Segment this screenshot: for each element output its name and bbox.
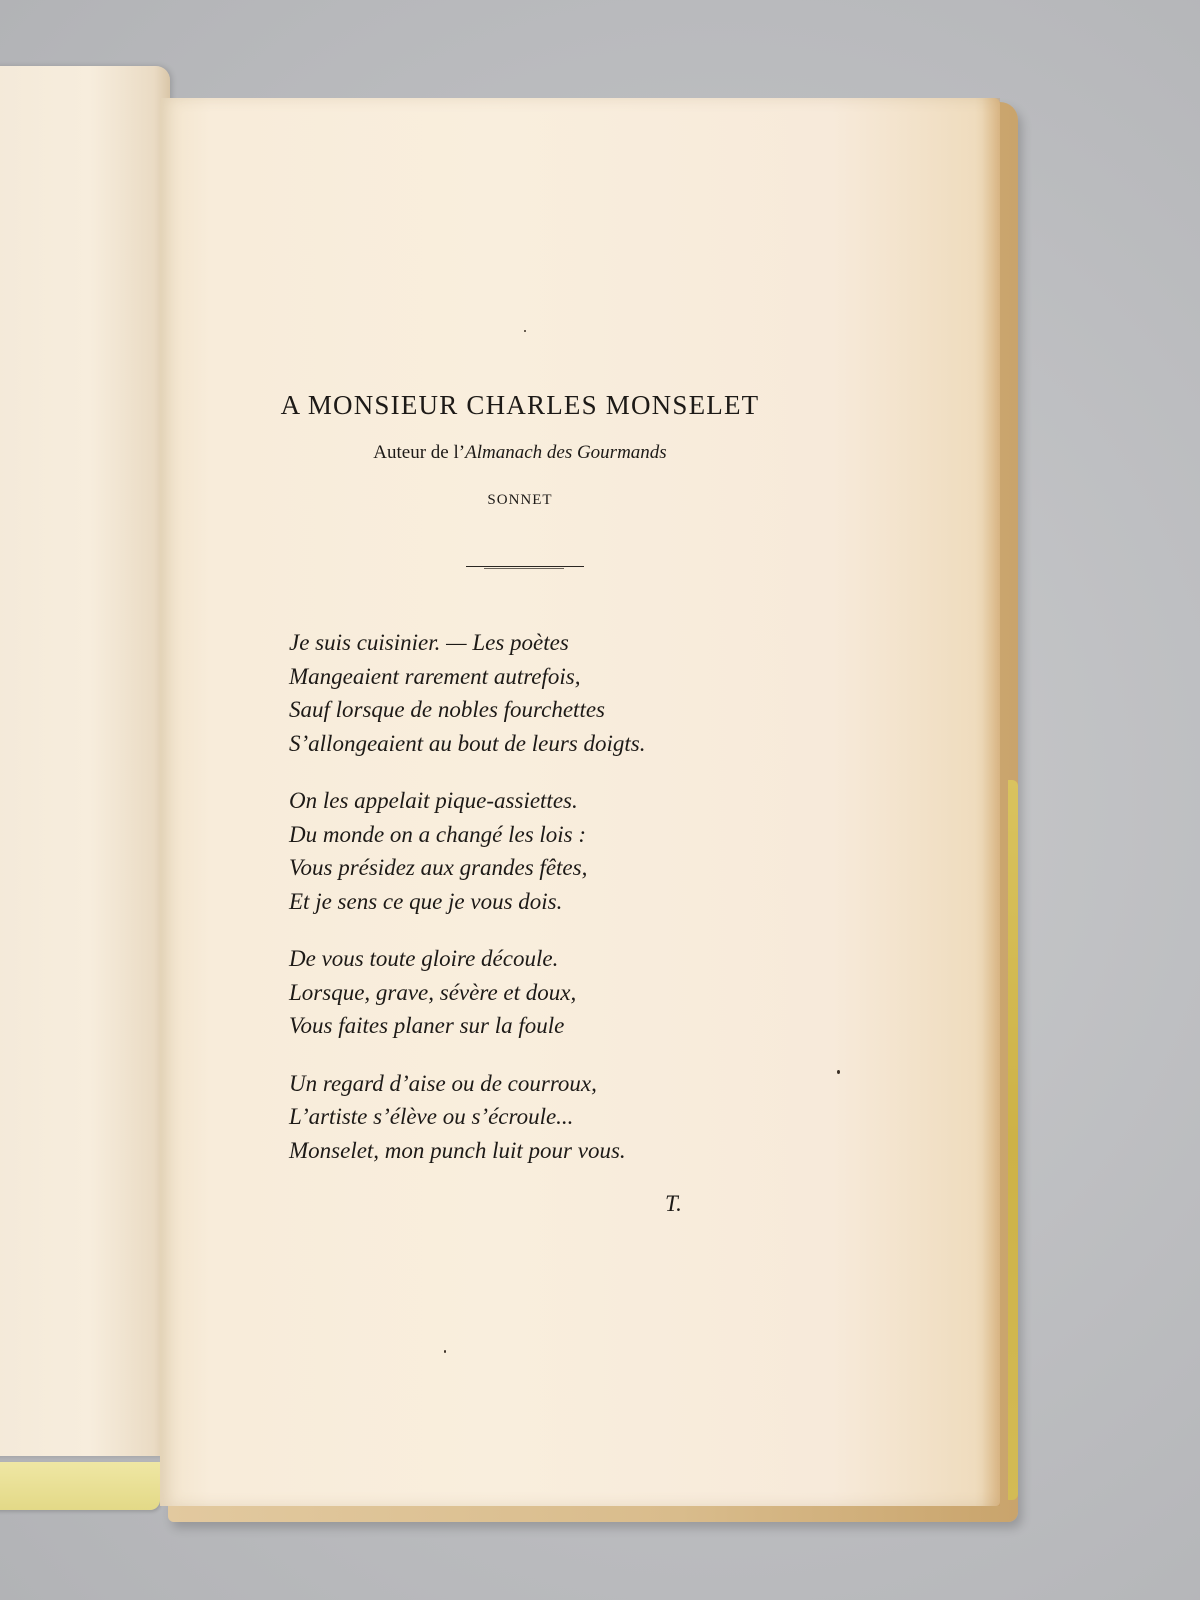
poem-line: Vous faites planer sur la foule <box>289 1013 565 1038</box>
subtitle-work-title: Almanach des Gourmands <box>465 442 667 463</box>
poem-line: Mangeaient rarement autrefois, <box>289 663 581 689</box>
poem-line: S’allongeaient au bout de leurs doigts. <box>289 730 646 756</box>
paper-speck <box>837 1070 840 1074</box>
poem <box>289 626 809 1191</box>
genre-label: SONNET <box>487 492 553 508</box>
paper-speck <box>524 330 526 332</box>
dedication-title: A MONSIEUR CHARLES MONSELET <box>280 390 760 420</box>
signature: T. <box>665 1191 682 1216</box>
poem-line: Je suis cuisinier. — Les poètes <box>289 630 569 655</box>
paper-speck <box>444 1350 446 1353</box>
stanza <box>289 1067 809 1168</box>
left-page-yellow-edge <box>0 1462 160 1510</box>
right-page <box>160 98 1000 1506</box>
poem-line: Sauf lorsque de nobles fourchettes <box>289 697 605 722</box>
poem-line: De vous toute gloire découle. <box>289 946 559 971</box>
page-stack-yellow-edge <box>1008 780 1018 1500</box>
poem-line: Lorsque, grave, sévère et doux, <box>289 979 577 1005</box>
poem-line: Et je sens ce que je vous dois. <box>289 888 563 914</box>
poem-line: Monselet, mon punch luit pour vous. <box>289 1137 626 1163</box>
poem-line: Vous présidez aux grandes fêtes, <box>289 855 588 880</box>
left-page-bleed-through <box>100 586 122 668</box>
poem-line: L’artiste s’élève ou s’écroule... <box>289 1104 574 1129</box>
page-content <box>160 98 1000 1506</box>
left-page <box>0 66 170 1456</box>
poem-line: Du monde on a changé les lois : <box>289 821 587 847</box>
subtitle-prefix: Auteur de l’ <box>373 442 466 463</box>
stanza <box>289 784 809 918</box>
poem-line: Un regard d’aise ou de courroux, <box>289 1070 597 1096</box>
poem-line: On les appelait pique-assiettes. <box>289 788 578 813</box>
divider-rule <box>466 566 584 567</box>
dedication-subtitle <box>280 442 760 464</box>
stanza <box>289 942 809 1043</box>
stanza <box>289 626 809 760</box>
